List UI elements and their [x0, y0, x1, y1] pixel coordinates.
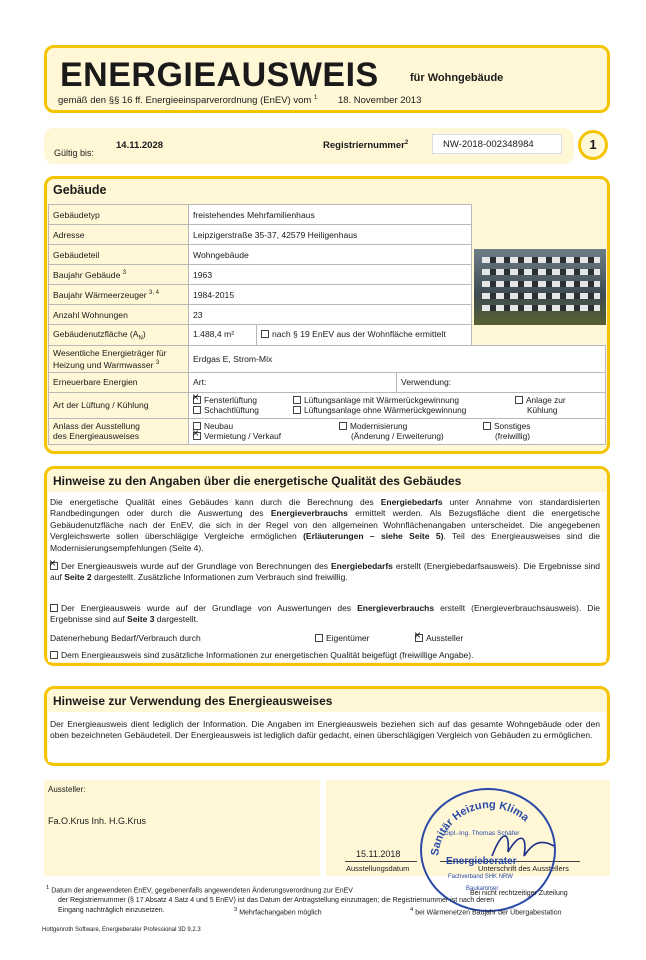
svg-text:Sanitär Heizung Klima: Sanitär Heizung Klima: [429, 798, 532, 857]
row-label: Gebäudeteil: [49, 245, 189, 265]
table-row: [49, 205, 472, 225]
renewable-use: Verwendung:: [397, 372, 606, 392]
data-collection-row: Datenerhebung Bedarf/Verbrauch durch Eigentümer × Aussteller: [50, 633, 600, 644]
footnote-2-right: Bei nicht rechtzeitiger Zuteilung: [470, 890, 568, 897]
ventilation-label: Art der Lüftung / Kühlung: [49, 392, 189, 418]
stamp-line-3: Fachverband SHK NRW: [448, 874, 513, 880]
software-credit: Hottgenroth Software, Energieberater Professional 3D 9.2.3: [42, 927, 201, 933]
valid-until-label: Gültig bis:: [54, 148, 95, 158]
table-row: [49, 245, 472, 265]
valid-until-value: 14.11.2028: [116, 140, 164, 151]
building-photo: [474, 249, 606, 325]
issuer-label: Aussteller:: [48, 785, 86, 794]
issuer-name: Fa.O.Krus Inh. H.G.Krus: [48, 816, 147, 826]
stamp-line-4: Baukammer: [466, 886, 499, 892]
table-row: [49, 372, 606, 392]
ventilation-without-recovery-checkbox[interactable]: [293, 406, 301, 414]
table-row: [49, 305, 472, 325]
extra-info-checkbox[interactable]: [50, 651, 58, 659]
table-row: [49, 346, 606, 373]
data-owner-checkbox[interactable]: [315, 634, 323, 642]
energy-label: Wesentliche Energieträger für Heizung und Warmwasser $^3$: [49, 346, 189, 373]
regulation-line: gemäß den §§ 16 ff. Energieeinsparverordnung (EnEV) vom $^1$ 18. November 2013: [58, 95, 422, 107]
ventilation-shaft-checkbox[interactable]: [193, 406, 201, 414]
ventilation-with-recovery-checkbox[interactable]: [293, 396, 301, 404]
page-number-badge: 1: [578, 130, 608, 160]
signature-mark: [488, 826, 558, 866]
row-value: [189, 325, 472, 346]
footnote-1: $^1$ Datum der angewendeten EnEV, gegebenenfalls angewendeten Änderungsverordnung zur EnEV: [46, 885, 353, 895]
row-value: freistehendes Mehrfamilienhaus: [189, 205, 472, 225]
row-label: Adresse: [49, 225, 189, 245]
footnote-2b: Eingang nachträglich einzusetzen.: [58, 907, 165, 914]
registration-number: NW-2018-002348984: [432, 134, 562, 154]
cooling-checkbox[interactable]: [515, 396, 523, 404]
quality-option-demand: ×Der Energieausweis wurde auf der Grundlage von Berechnungen des Energiebedarfs erstellt (Energiebedarfsausweis). Die Ergebnisse sind auf Seite 2 dargestellt. Zusätzliche Informationen zum Verbrauch sind freiwillig.: [50, 561, 600, 584]
row-label: Gebäudenutzfläche $(A_N)$: [49, 325, 189, 346]
document-subtitle: für Wohngebäude: [410, 72, 504, 84]
usage-text: Der Energieausweis dient lediglich der Information. Die Angaben im Energieausweis beziehen sich auf das gesamte Wohngebäude oder den oben bezeichneten Gebäudeteil. Der Energieausweis ist lediglich dafür gedacht, einen überschlägigen Vergleich von Gebäuden zu ermöglichen.: [50, 719, 600, 741]
footnote-3: $^3$ Mehrfachangaben möglich: [234, 907, 322, 917]
energy-value: Erdgas E, Strom-Mix: [189, 346, 606, 373]
row-label: Baujahr Wärmeerzeuger $^{3, 4}$: [49, 285, 189, 305]
area-value: 1.488,4 m²: [189, 325, 257, 345]
stamp-line-2: Energieberater: [446, 856, 517, 867]
table-row: [49, 225, 472, 245]
consumption-certificate-checkbox[interactable]: [50, 604, 58, 612]
extra-info-row: Dem Energieausweis sind zusätzliche Informationen zur energetischen Qualität beigefügt (freiwillige Angabe).: [50, 650, 600, 661]
table-row: [49, 265, 472, 285]
quality-section-title: Hinweise zu den Angaben über die energetische Qualität des Gebäudes: [53, 474, 462, 488]
signature-label: Unterschrift des Ausstellers: [478, 864, 569, 873]
building-table: [48, 204, 472, 346]
reason-label: Anlass der Ausstellung des Energieausweises: [49, 418, 189, 444]
issue-date: 15.11.2018: [356, 849, 401, 859]
row-label: Gebäudetyp: [49, 205, 189, 225]
row-value: Wohngebäude: [189, 245, 472, 265]
reason-modernisation-checkbox[interactable]: [339, 422, 347, 430]
row-label: Baujahr Gebäude $^3$: [49, 265, 189, 285]
row-value: 1984-2015: [189, 285, 472, 305]
building-section-title: Gebäude: [53, 183, 107, 197]
ventilation-options: × Fensterlüftung Schachtlüftung Lüftungsanlage mit Wärmerückgewinnung Lüftungsanlage ohne Wärmerückgewinnung Anlage zur Kühlung: [189, 392, 606, 418]
row-label: Anzahl Wohnungen: [49, 305, 189, 325]
row-value: Leipzigerstraße 35-37, 42579 Heiligenhaus: [189, 225, 472, 245]
data-collection-label: Datenerhebung Bedarf/Verbrauch durch: [50, 633, 201, 643]
document-title: ENERGIEAUSWEIS: [60, 56, 379, 94]
building-table-lower: [48, 345, 606, 445]
table-row: [49, 325, 472, 346]
renewable-label: Erneuerbare Energien: [49, 372, 189, 392]
issue-date-label: Ausstellungsdatum: [346, 864, 410, 873]
ventilation-window-checkbox[interactable]: [193, 396, 201, 404]
area-option-label: nach § 19 EnEV aus der Wohnfläche ermittelt: [272, 329, 446, 339]
renewable-art: Art:: [189, 372, 397, 392]
quality-option-consumption: Der Energieausweis wurde auf der Grundlage von Auswertungen des Energieverbrauchs erstellt (Energieverbrauchsausweis). Die Ergebnisse sind auf Seite 3 dargestellt.: [50, 603, 601, 625]
demand-certificate-checkbox[interactable]: [50, 562, 58, 570]
registration-label: Registriernummer$^2$: [323, 140, 409, 152]
reason-options: Neubau ×Vermietung / Verkauf Modernisierung (Änderung / Erweiterung) Sonstiges (freiwillig): [189, 418, 606, 444]
quality-intro: Die energetische Qualität eines Gebäudes kann durch die Berechnung des Energiebedarfs unter Annahme von standardisierten Randbedingungen oder durch die Auswertung des Energieverbrauchs ermittelt werden. Als Bezugsfläche dient die energetische Gebäudenutzfläche nach der EnEV, die sich in der Regel von den allgemeinen Wohnflächenangaben unterscheidet. Die angegebenen Vergleichswerte sollen überschlägige Vergleiche ermöglichen (Erläuterungen – siehe Seite 5). Teil des Energieausweises sind die Modernisierungsempfehlungen (Seite 4).: [50, 497, 601, 553]
reason-other-checkbox[interactable]: [483, 422, 491, 430]
reason-rent-sale-checkbox[interactable]: [193, 432, 201, 440]
table-row: [49, 285, 472, 305]
usage-section-title: Hinweise zur Verwendung des Energieausweises: [53, 694, 333, 708]
area-checkbox[interactable]: [261, 330, 269, 338]
footnote-4: $^4$ bei Wärmenetzen Baujahr der Übergabestation: [410, 907, 562, 917]
footnote-2: der Registriernummer (§ 17 Absatz 4 Satz 4 und 5 EnEV) ist das Datum der Antragstellung einzutragen; die Registriernummer ist nach deren: [58, 897, 495, 904]
table-row: [49, 392, 606, 418]
data-issuer-checkbox[interactable]: [415, 634, 423, 642]
stamp-line-1: Dipl.-Ing. Thomas Schäfer: [444, 830, 520, 837]
table-row: [49, 418, 606, 444]
row-value: 1963: [189, 265, 472, 285]
row-value: 23: [189, 305, 472, 325]
